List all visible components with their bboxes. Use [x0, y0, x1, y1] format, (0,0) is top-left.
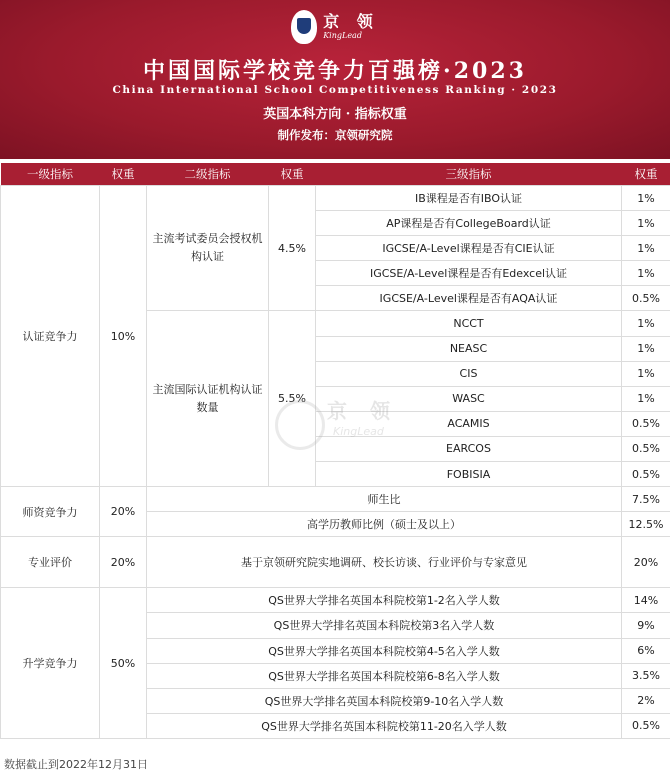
level2-accreditation-weight: 5.5%	[269, 311, 316, 487]
level3-weight: 20%	[622, 537, 670, 588]
level2-exam-board: 主流考试委员会授权机构认证	[147, 186, 269, 311]
logo-cn: 京 领	[323, 12, 379, 31]
level3-name: QS世界大学排名英国本科院校第3名入学人数	[147, 613, 622, 638]
level3-name: ACAMIS	[316, 411, 622, 436]
level3-name: 师生比	[147, 487, 622, 512]
level3-name: FOBISIA	[316, 462, 622, 487]
level3-weight: 0.5%	[622, 462, 670, 487]
watermark-en: KingLead	[333, 425, 384, 438]
level3-weight: 12.5%	[622, 512, 670, 537]
level3-weight: 14%	[622, 588, 670, 613]
level3-weight: 0.5%	[622, 286, 670, 311]
level1-cert-weight: 10%	[100, 186, 147, 487]
level3-name: QS世界大学排名英国本科院校第1-2名入学人数	[147, 588, 622, 613]
level3-weight: 1%	[622, 261, 670, 286]
level3-name: QS世界大学排名英国本科院校第11-20名入学人数	[147, 713, 622, 738]
page-title: 中国国际学校竞争力百强榜·2023	[143, 58, 527, 84]
level1-teacher: 师资竞争力	[1, 487, 100, 537]
level3-name: QS世界大学排名英国本科院校第4-5名入学人数	[147, 638, 622, 663]
table-row	[1, 186, 670, 211]
level1-admission-weight: 50%	[100, 588, 147, 739]
footer-note: 数据截止到2022年12月31日	[4, 758, 148, 771]
level3-weight: 0.5%	[622, 436, 670, 461]
table-header-row	[1, 163, 670, 186]
level3-name: EARCOS	[316, 436, 622, 461]
table-row	[1, 537, 670, 588]
level2-exam-board-weight: 4.5%	[269, 186, 316, 311]
level3-name: NCCT	[316, 311, 622, 336]
level1-review-weight: 20%	[100, 537, 147, 588]
level3-weight: 1%	[622, 236, 670, 261]
level3-name: 高学历教师比例（硕士及以上）	[147, 512, 622, 537]
level3-name: IGCSE/A-Level课程是否有CIE认证	[316, 236, 622, 261]
level3-weight: 1%	[622, 361, 670, 386]
level3-name: QS世界大学排名英国本科院校第9-10名入学人数	[147, 688, 622, 713]
header-level3: 三级指标	[316, 163, 622, 186]
level3-weight: 0.5%	[622, 713, 670, 738]
header-level2: 二级指标	[147, 163, 269, 186]
level3-name: IGCSE/A-Level课程是否有Edexcel认证	[316, 261, 622, 286]
table-row	[1, 487, 670, 512]
level3-name: WASC	[316, 386, 622, 411]
level3-name: AP课程是否有CollegeBoard认证	[316, 211, 622, 236]
level3-weight: 9%	[622, 613, 670, 638]
level1-cert: 认证竞争力	[1, 186, 100, 487]
level3-weight: 1%	[622, 336, 670, 361]
header-banner	[0, 0, 670, 159]
level2-accreditation: 主流国际认证机构认证数量	[147, 311, 269, 487]
weights-table	[0, 163, 670, 739]
page-subtitle: 英国本科方向 · 指标权重	[263, 107, 407, 122]
level3-name: IGCSE/A-Level课程是否有AQA认证	[316, 286, 622, 311]
shield-logo-icon	[291, 10, 317, 44]
level3-weight: 1%	[622, 186, 670, 211]
header-weight2: 权重	[269, 163, 316, 186]
publisher: 制作发布：京领研究院	[277, 128, 393, 142]
level1-review: 专业评价	[1, 537, 100, 588]
level3-weight: 3.5%	[622, 663, 670, 688]
level1-admission: 升学竞争力	[1, 588, 100, 739]
header-level1: 一级指标	[1, 163, 100, 186]
level3-weight: 1%	[622, 211, 670, 236]
table-row	[1, 588, 670, 613]
logo	[0, 10, 670, 44]
level1-teacher-weight: 20%	[100, 487, 147, 537]
level3-weight: 2%	[622, 688, 670, 713]
header-weight3: 权重	[622, 163, 670, 186]
level3-name: QS世界大学排名英国本科院校第6-8名入学人数	[147, 663, 622, 688]
level3-weight: 7.5%	[622, 487, 670, 512]
level3-name: NEASC	[316, 336, 622, 361]
level3-name: 基于京领研究院实地调研、校长访谈、行业评价与专家意见	[147, 537, 622, 588]
header-weight1: 权重	[100, 163, 147, 186]
level3-weight: 1%	[622, 311, 670, 336]
logo-en: KingLead	[323, 31, 362, 40]
level3-name: IB课程是否有IBO认证	[316, 186, 622, 211]
level3-weight: 1%	[622, 386, 670, 411]
level3-weight: 0.5%	[622, 411, 670, 436]
level3-weight: 6%	[622, 638, 670, 663]
level3-name: CIS	[316, 361, 622, 386]
page-title-en: China International School Competitiveness Ranking · 2023	[112, 84, 558, 96]
watermark-cn: 京 领	[327, 399, 398, 423]
